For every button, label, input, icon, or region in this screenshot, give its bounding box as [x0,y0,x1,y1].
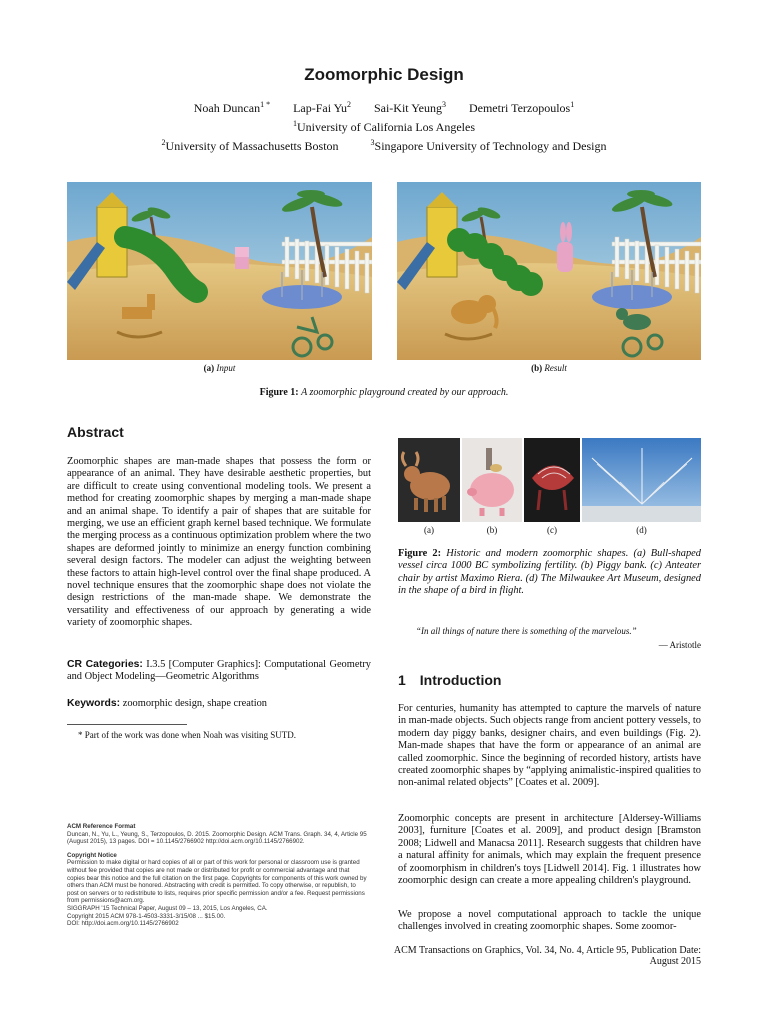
figure1a-caption: (a) Input [203,363,236,373]
introduction-paragraph-2: Zoomorphic concepts are present in architecture [Aldersey-Williams 2003], furniture [Coates et al. 2009], and product design [Bramston 2008; Lidwell and Manacsa 2011]. Research suggests that children have a natural affinity for animals, which may explain the frequent presence of zoomorphism in children's toys [Lidwell 2014]. Fig. 1 illustrates how zoomorphic design can create a more appealing children's playground. [398,813,701,887]
figure2a-label: (a) [424,525,434,535]
cr-categories: CR Categories: I.3.5 [Computer Graphics]: Computational Geometry and Object Modeling—Geometric Algorithms [67,659,371,683]
abstract-text: Zoomorphic shapes are man-made shapes that possess the form or appearance of an animal. They have desirable aesthetic properties, but are difficult to create using conventional modeling tools. We present a method for creating zoomorphic shapes by merging a man-made shape and an animal shape. To identify a pair of shapes that are suitable for merging, we use an efficient graph kernel based technique. We formulate the merging process as a continuous optimization problem where the two shapes are deformed jointly to minimize an energy function combining several design factors. The modeler can adjust the weighting between these factors to attain high-level control over the final shape produced. A novel technique ensures that the zoomorphic shape does not violate the design restrictions of the man-made shape. We demonstrate the versatility and effectiveness of our approach by generating a wide variety of zoomorphic shapes. [67,456,371,629]
acm-reference-block: ACM Reference Format Duncan, N., Yu, L., Yeung, S., Terzopoulos, D. 2015. Zoomorphic Design. ACM Trans. Graph. 34, 4, Article 95 (August 2015), 13 pages. DOI = 10.1145/2766902 http://doi.acm.org/10.1145/2766902. Copyright Notice Permission to make digital or hard copies of all or part of this work for personal or classroom use is granted without fee provided that copies are not made or distributed for profit or commercial advantage and that copies bear this notice and the full citation on the first page. Copyrights for components of this work owned by others than ACM must be honored. Abstracting with credit is permitted. To copy otherwise, or republish, to post on servers or to redistribute to lists, requires prior specific permission and/or a fee. Request permissions from permissions@acm.org. SIGGRAPH '15 Technical Paper, August 09 – 13, 2015, Los Angeles, CA. Copyright 2015 ACM 978-1-4503-3331-3/15/08 ... $15.00. DOI: http://doi.acm.org/10.1145/2766902 [67,823,367,928]
keywords: Keywords: zoomorphic design, shape creation [67,698,268,709]
author: Lap-Fai Yu$^2$ [293,100,351,115]
affiliation-1: $^1$University of California Los Angeles [293,119,475,134]
affiliation-2-3: $^2$University of Massachusetts Boston $^3$Singapore University of Technology and Design [161,138,607,153]
figure1b-caption: (b) Result [531,363,567,373]
abstract-heading: Abstract [67,424,124,440]
figure2a-bull-vessel-image [398,438,460,522]
figure2d-art-museum-image [582,438,701,522]
footnote: * Part of the work was done when Noah was visiting SUTD. [78,730,296,740]
introduction-heading: 1 Introduction [398,672,502,688]
author: Demetri Terzopoulos$^1$ [468,100,575,115]
figure1-result-image [397,182,701,360]
figure2c-anteater-chair-image [524,438,580,522]
figure1-caption: Figure 1: A zoomorphic playground created by our approach. [259,387,509,398]
author: Sai-Kit Yeung$^3$ [373,100,446,115]
figure2b-piggy-bank-image [462,438,522,522]
epigraph-author: — Aristotle [658,640,701,650]
introduction-paragraph-3: We propose a novel computational approach to tackle the unique challenges involved in creating zoomorphic shapes. Some zoomor- [398,909,701,933]
figure2c-label: (c) [547,525,557,535]
author-names [0,97,768,116]
footnote-rule [67,724,187,725]
paper-title: Zoomorphic Design [304,65,464,84]
figure2d-label: (d) [636,525,647,535]
figure2b-label: (b) [486,525,498,535]
journal-footer: ACM Transactions on Graphics, Vol. 34, No. 4, Article 95, Publication Date: August 2015 [393,945,701,967]
author-block [0,97,768,154]
figure1-input-image [67,182,372,360]
author: Noah Duncan$^{1 *}$ [193,100,271,115]
epigraph-quote: “In all things of nature there is something of the marvelous.” [416,626,637,636]
introduction-paragraph-1: For centuries, humanity has attempted to capture the marvels of nature in man-made objects. Such objects range from ancient pottery vessels, to modern day piggy banks, designer chairs, and even buildings (Fig. 2). Man-made shapes that have the form or appearance of an animal are called zoomorphic. Since the beginning of recorded history, artists have created zoomorphic shapes by “applying animalistic-inspired qualities to non-animal related objects” [Coates et al. 2009]. [398,703,701,789]
figure2-caption: Figure 2: Historic and modern zoomorphic shapes. (a) Bull-shaped vessel circa 1000 BC symbolizing fertility. (b) Piggy bank. (c) Anteater chair by artist Maximo Riera. (d) The Milwaukee Art Museum, designed in the shape of a bird in flight. [398,548,701,597]
